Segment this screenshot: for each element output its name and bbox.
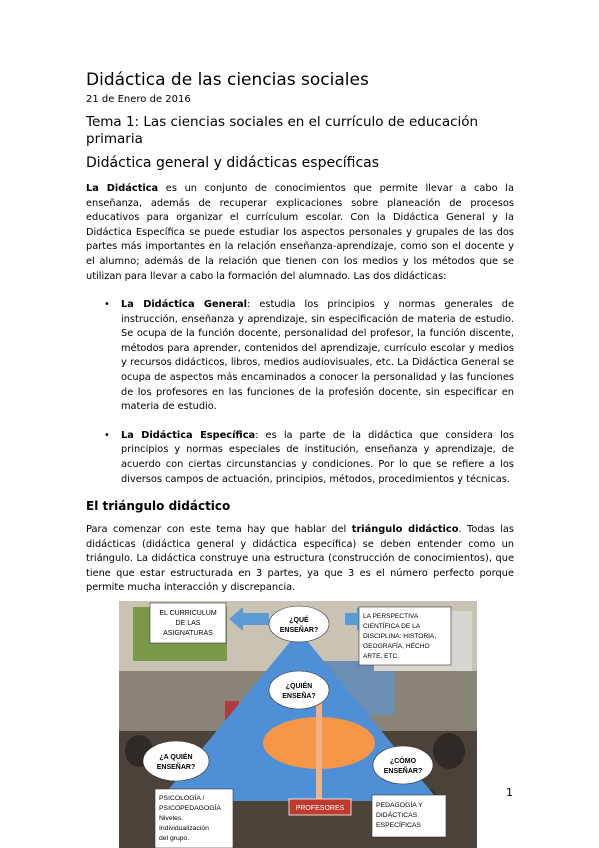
paragraph-triangle: [86, 523, 514, 596]
paragraph-text: . Todas las didácticas (didáctica general y didáctica específica) se deben entender como un triángulo. La didáctica construye una estructura (construcción de conocimientos), que tiene que estar estructurada en 3 partes, ya que 3 es el número perfecto porque permite mucha interacción y discrepancia.: [86, 524, 515, 594]
heading-triangle: El triángulo didáctico: [86, 499, 231, 513]
box-perspective-line: ARTE, ETC.: [363, 653, 400, 660]
box-teachers-label: PROFESORES: [295, 805, 345, 812]
box-curriculum-line: EL CURRICULUM: [159, 610, 217, 617]
list-item-lead: La Didáctica General: [121, 299, 248, 310]
paragraph-text: Para comenzar con este tema hay que hablar del: [86, 524, 352, 535]
box-psychology-line: Individualización: [159, 825, 209, 832]
paragraph-text: es un conjunto de conocimientos que permite llevar a cabo la enseñanza, además de recuperar explicaciones sobre planeación de procesos educativos para organizar el currículum escolar. Con la Didáctica General y la Didáctica Específica se puede estudiar los aspectos personales y grupales de las dos partes más importantes en la relación enseñanza-aprendizaje, como son el docente y el alumno; además de la relación que tienen con los medios y los métodos que se utilizan para llevar a cabo la formación del alumnado. Las dos didácticas:: [86, 183, 514, 282]
list-item: [104, 298, 514, 415]
bubble-who-line: ¿QUIÉN: [285, 683, 313, 690]
box-psychology-line: PSICOLOGÍA /: [159, 795, 205, 802]
bubble-to-whom-line: ENSEÑAR?: [156, 764, 196, 771]
box-perspective-line: LA PERSPECTIVA: [363, 613, 419, 620]
box-perspective-line: DISCIPLINA: HISTORIA,: [363, 633, 437, 640]
list-item-text: : es la parte de la didáctica que considera los principios y normas especiales de institución, enseñanza y aprendizaje, de acuerdo con ciertas circunstancias y condiciones. Por lo que se refiere a los diversos campos de actuación, principios, métodos, procedimientos y técnicas.: [121, 429, 514, 485]
box-curriculum-line: ASIGNATURAS: [163, 630, 213, 637]
heading-section: Didáctica general y didácticas específicas: [86, 155, 380, 171]
bullet-marker: •: [104, 299, 110, 310]
paragraph-lead: La Didáctica: [86, 183, 159, 194]
box-perspective-line: GEOGRAFÍA, HÉCHO: [363, 643, 430, 650]
bubble-to-whom: [143, 741, 209, 781]
page-number: 1: [506, 786, 513, 799]
box-psychology-line: PSICOPEDAGOGÍA: [159, 805, 221, 812]
bubble-to-whom-line: ¿A QUIÉN: [159, 754, 193, 761]
heading-topic: Tema 1: Las ciencias sociales en el currículo de educación primaria: [86, 114, 479, 147]
box-curriculum-line: DE LAS: [175, 620, 201, 627]
photo-head: [433, 733, 465, 769]
bubble-what: [269, 606, 329, 642]
box-pedagogy-line: DIDÁCTICAS: [376, 812, 418, 819]
paragraph-bold: triángulo didáctico: [351, 524, 459, 535]
box-perspective-line: CIENTÍFICA DE LA: [363, 623, 421, 630]
figure-canvas: [119, 601, 477, 848]
document-date: 21 de Enero de 2016: [86, 94, 191, 105]
list-item-lead: La Didáctica Específica: [121, 429, 256, 441]
bubble-who: [269, 671, 329, 709]
box-pedagogy-line: ESPECÍFICAS: [376, 822, 421, 829]
bubble-how-line: ENSEÑAR?: [383, 768, 423, 775]
paragraph-didactica: [86, 182, 514, 284]
list-item: [104, 429, 514, 487]
bubble-what-line: ENSEÑAR?: [279, 627, 319, 634]
bubble-how: [373, 746, 433, 784]
bubble-how-line: ¿CÓMO: [389, 758, 417, 765]
box-psychology-line: Niveles.: [159, 815, 184, 822]
box-pedagogy-line: PEDAGOGÍA Y: [376, 802, 423, 809]
document-title: Didáctica de las ciencias sociales: [86, 70, 369, 90]
bullet-list: [104, 298, 514, 501]
bullet-marker: •: [104, 429, 110, 441]
list-item-text: : estudia los principios y normas generales de instrucción, enseñanza y aprendizaje, sin especificación de materia de estudio. Se ocupa de la función docente, personalidad del profesor, la función discente, métodos para aprender, contenidos del aprendizaje, currículo escolar y medios y recursos didácticos, libros, medios audiovisuales, etc. La Didáctica General se ocupa de aspectos más encaminados a conocer la personalidad y las funciones de los profesores en las funciones de la profesión docente, sin especificar en materia de estudio.: [121, 299, 514, 413]
bubble-what-line: ¿QUÉ: [289, 617, 309, 624]
box-psychology-line: del grupo.: [159, 835, 190, 842]
bubble-who-line: ENSEÑA?: [282, 693, 316, 700]
didactic-triangle-figure: [119, 601, 477, 848]
